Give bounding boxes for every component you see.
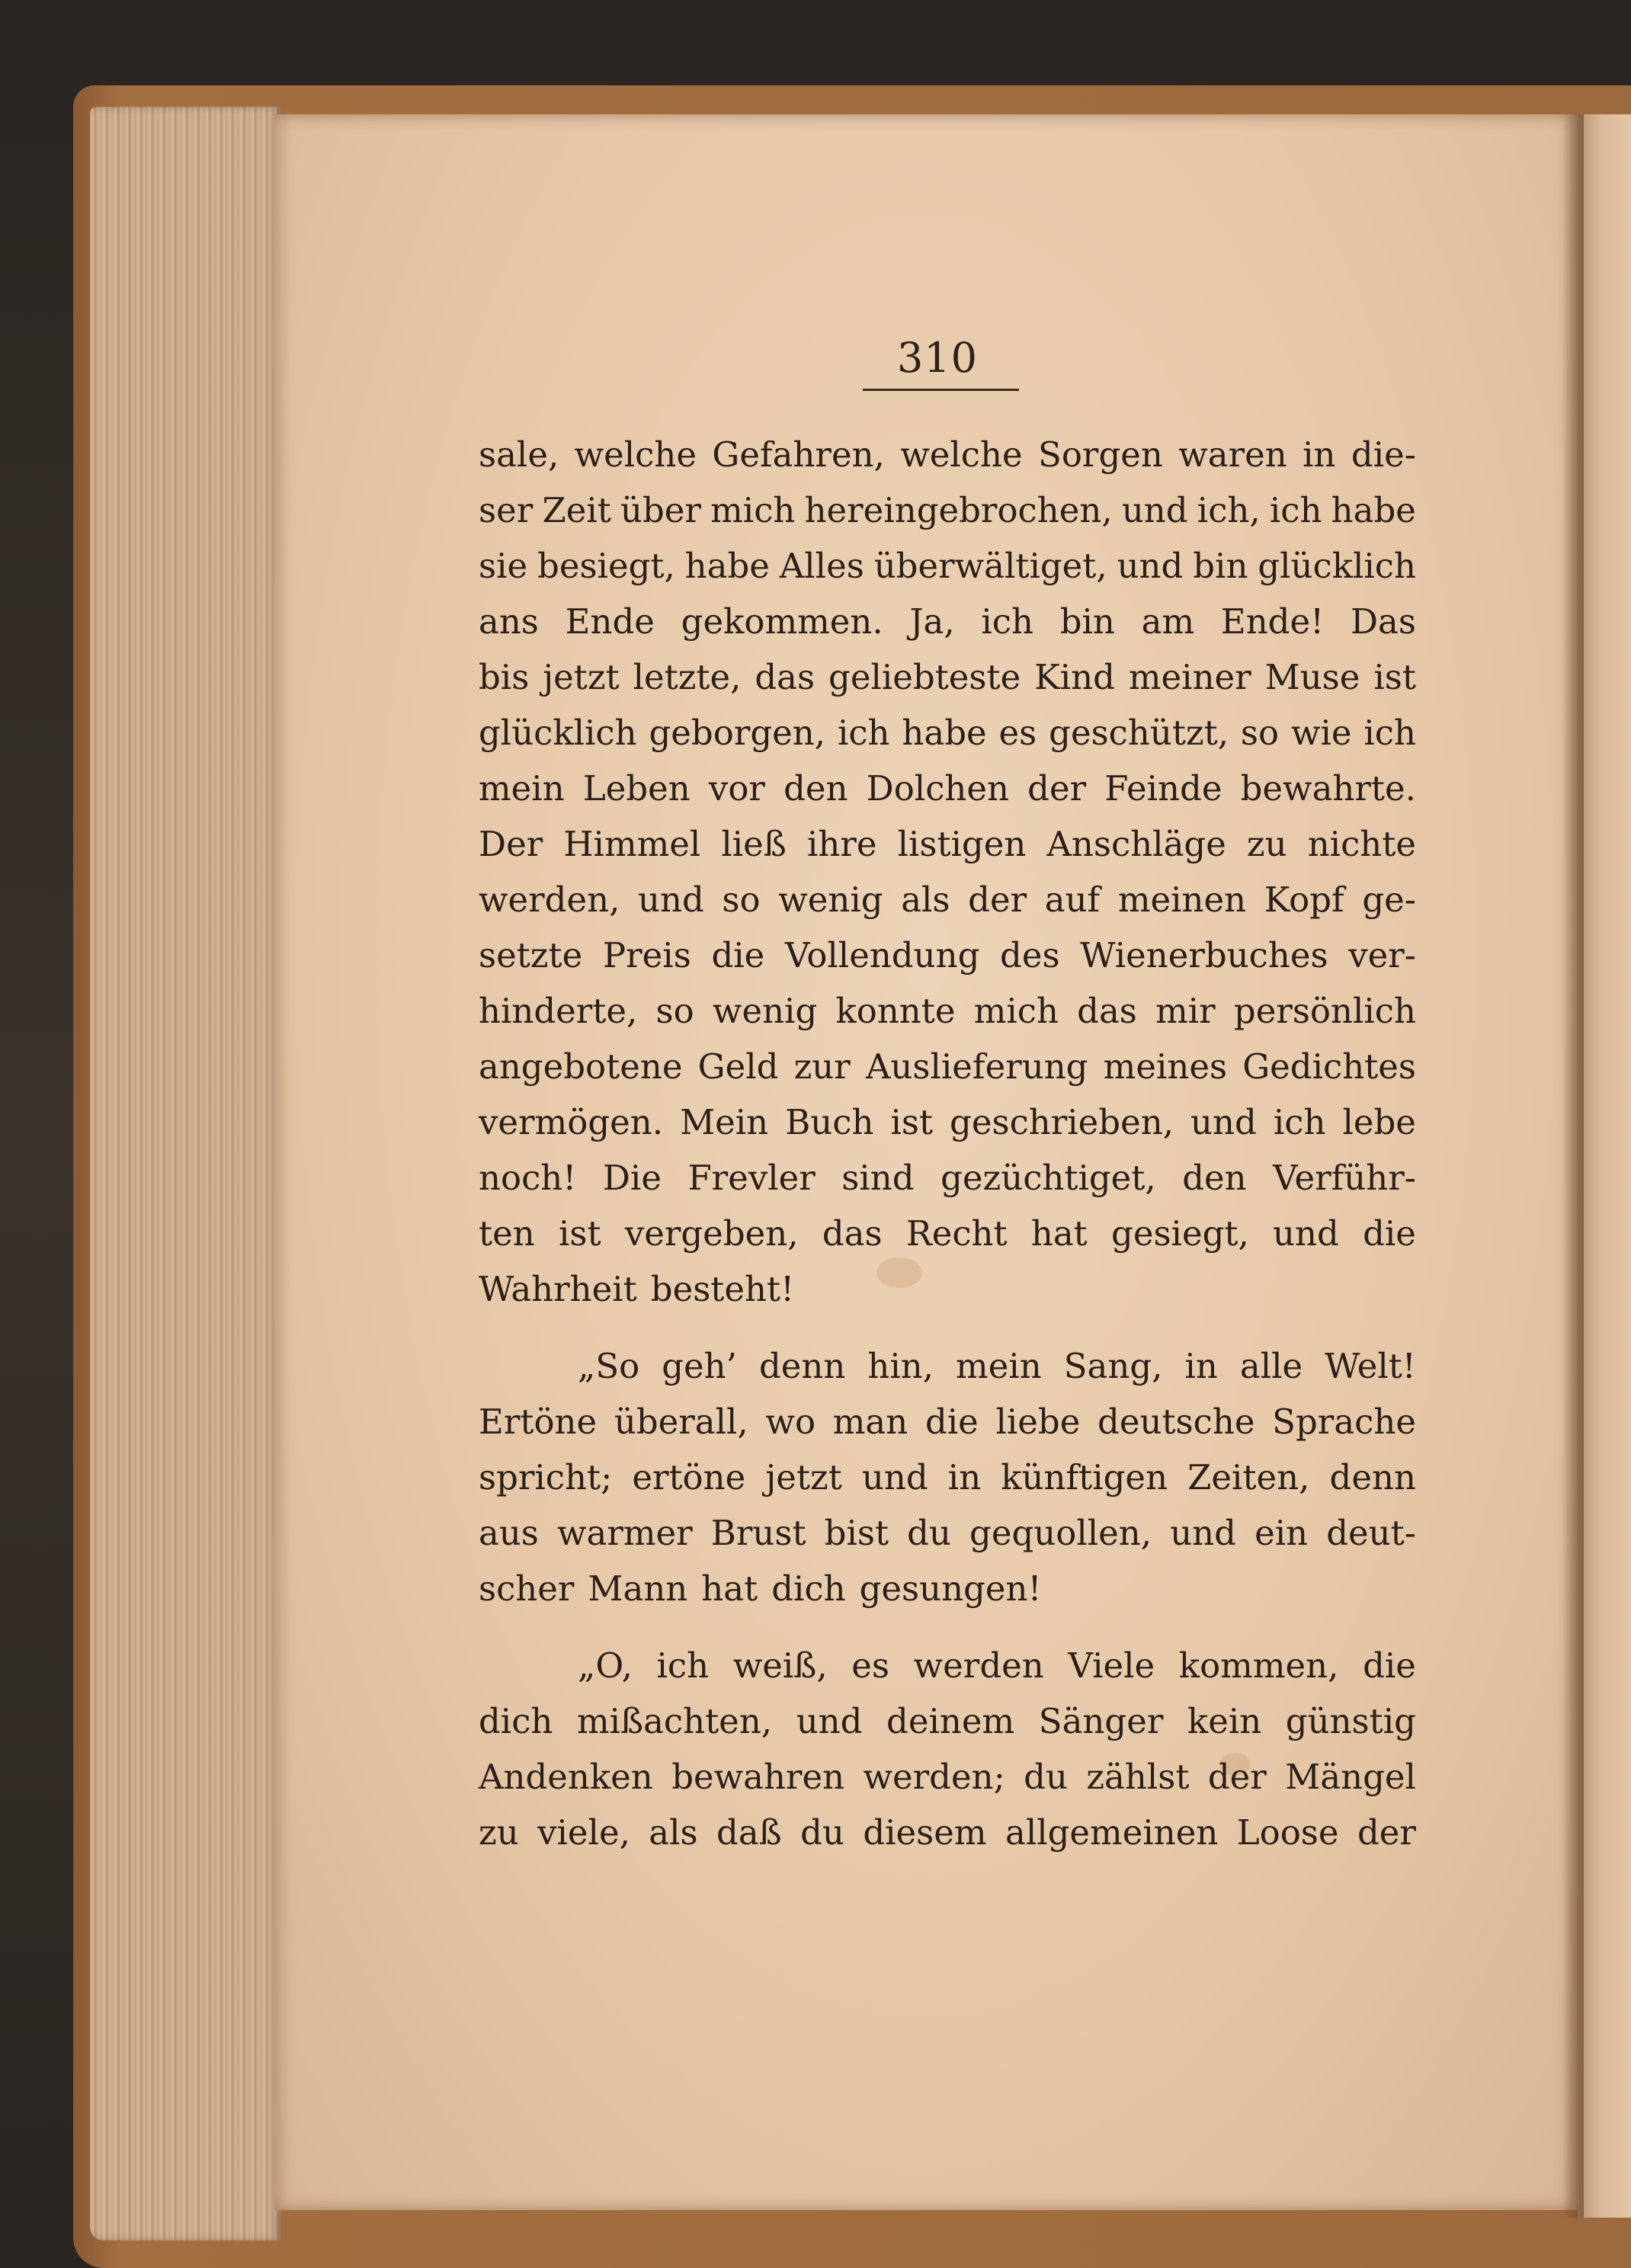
text-line: Ertöne überall, wo man die liebe deutsche Sprache xyxy=(479,1401,1416,1442)
page-number-rule xyxy=(863,389,1019,391)
page-gutter xyxy=(1562,114,1584,2218)
paragraph-gap xyxy=(479,1616,1416,1638)
paragraph xyxy=(479,1338,1416,1616)
text-line: hinderte, so wenig konnte mich das mir persönlich xyxy=(479,991,1416,1031)
text-line: werden, und so wenig als der auf meinen Kopf ge- xyxy=(479,879,1416,920)
paragraph-gap xyxy=(479,1317,1416,1338)
text-line: bis jetzt letzte, das geliebteste Kind meiner Muse ist xyxy=(479,657,1416,697)
text-line: scher Mann hat dich gesungen! xyxy=(479,1568,1042,1609)
text-line: vermögen. Mein Buch ist geschrieben, und ich lebe xyxy=(479,1102,1416,1142)
facing-page-edge xyxy=(1578,114,1631,2218)
paragraph xyxy=(479,427,1416,1317)
text-line: setzte Preis die Vollendung des Wienerbuches ver- xyxy=(479,935,1416,975)
text-line: Wahrheit besteht! xyxy=(479,1269,795,1309)
text-line: mein Leben vor den Dolchen der Feinde bewahrte. xyxy=(479,768,1416,809)
text-line: Der Himmel ließ ihre listigen Anschläge zu nichte xyxy=(479,824,1416,864)
text-line: „O, ich weiß, es werden Viele kommen, die xyxy=(578,1645,1416,1686)
text-line: aus warmer Brust bist du gequollen, und ein deut- xyxy=(479,1513,1416,1553)
paragraph xyxy=(479,1638,1416,1860)
text-line: ser Zeit über mich hereingebrochen, und ich, ich habe xyxy=(479,490,1416,530)
text-line: spricht; ertöne jetzt und in künftigen Zeiten, denn xyxy=(479,1457,1416,1498)
text-line: ans Ende gekommen. Ja, ich bin am Ende! Das xyxy=(479,601,1416,642)
text-line: Andenken bewahren werden; du zählst der Mängel xyxy=(479,1757,1416,1797)
page-number: 310 xyxy=(896,334,979,382)
text-line: sale, welche Gefahren, welche Sorgen waren in die- xyxy=(479,434,1416,475)
text-line: glücklich geborgen, ich habe es geschützt, so wie ich xyxy=(479,713,1416,753)
text-line: zu viele, als daß du diesem allgemeinen Loose der xyxy=(479,1812,1416,1853)
text-line: sie besiegt, habe Alles überwältiget, und bin glücklich xyxy=(479,546,1416,586)
body-text xyxy=(479,427,1416,1860)
text-line: ten ist vergeben, das Recht hat gesiegt, und die xyxy=(479,1213,1416,1254)
text-line: noch! Die Frevler sind gezüchtiget, den Verführ- xyxy=(479,1158,1416,1198)
text-line: dich mißachten, und deinem Sänger kein günstig xyxy=(479,1701,1416,1741)
text-line: „So geh’ denn hin, mein Sang, in alle Welt! xyxy=(578,1346,1416,1386)
page-edges xyxy=(90,107,280,2241)
text-line: angebotene Geld zur Auslieferung meines Gedichtes xyxy=(479,1046,1416,1087)
